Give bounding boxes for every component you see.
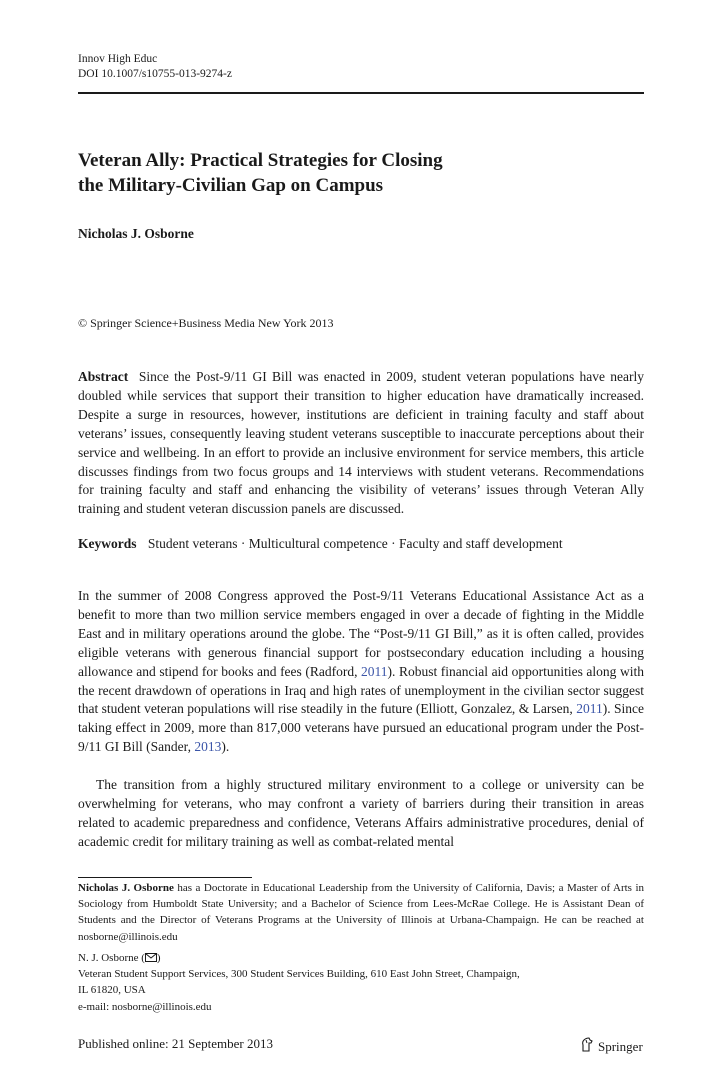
copyright-line	[78, 316, 334, 331]
header-rule	[78, 92, 644, 94]
p1-text-a: In the summer of 2008 Congress approved the Post-9/11 Veterans Educational Assistance Act as a benefit to more than two million service members engaged in over a decade of fighting in the Middle East and in military operations around the globe. The “Post-9/11 GI Bill,” as it is often called, provides eligible veterans with generous financial support for postsecondary education including a housing allowance and stipend for books and fees (Radford,	[78, 588, 644, 679]
abstract	[78, 368, 644, 519]
keywords-text: Student veterans · Multicultural competence · Faculty and staff development	[147, 536, 563, 551]
author-name: Nicholas J. Osborne	[78, 226, 194, 241]
address-name-end: )	[156, 952, 161, 964]
doi: DOI 10.1007/s10755-013-9274-z	[78, 68, 232, 80]
copyright-icon: ©	[78, 316, 88, 330]
keywords-label: Keywords	[78, 536, 137, 551]
published-date: Published online: 21 September 2013	[78, 1036, 273, 1051]
journal-name: Innov High Educ	[78, 53, 158, 65]
body-paragraph-1	[78, 587, 644, 757]
title-line-1: Veteran Ally: Practical Strategies for Closing	[78, 150, 443, 171]
springer-horse-icon	[580, 1037, 594, 1056]
copyright-text: Springer Science+Business Media New York 2013	[90, 316, 334, 330]
body-paragraph-2: The transition from a highly structured military environment to a college or university can be overwhelming for veterans, who may confront a variety of barriers during their transition in areas related to academic preparedness and confidence, Veterans Affairs administrative procedures, denial of academic credit for military training as well as combat-related mental	[78, 777, 644, 849]
abstract-text: Since the Post-9/11 GI Bill was enacted in 2009, student veteran populations have nearly doubled while services that support their transition to higher education have dramatically increased. Despite a surge in resources, however, institutions are deficient in training faculty and staff about veterans’ issues, consequently leaving student veterans susceptible to inaccurate perceptions about their service and wellbeing. In an effort to provide an inclusive environment for service members, this article discusses findings from two focus groups and 14 interviews with student veterans. Recommendations for training faculty and staff and enhancing the visibility of veterans’ issues through Veteran Ally training and student veteran discussion panels are discussed.	[78, 369, 645, 517]
p1-text-c: ). Since taking effect in 2009, more than 817,000 veterans have pursued an educational program under the Post-9/11 GI Bill (Sander,	[78, 701, 644, 755]
correspondence-address	[78, 950, 520, 1015]
p1-text-d: ).	[221, 739, 230, 755]
address-name-line	[78, 950, 520, 966]
title-line-2: the Military-Civilian Gap on Campus	[78, 175, 384, 196]
article-title	[78, 148, 598, 198]
address-name: N. J. Osborne (	[78, 952, 145, 964]
p1-text-b: ). Robust financial aid opportunities along with the recent drawdown of operations in Iraq and high rates of unemployment in the civilian sector suggest that student veteran populations will rise steadily in the future (Elliott, Gonzalez, & Larsen,	[78, 663, 644, 717]
publisher-logo	[580, 1037, 643, 1056]
publisher-name: Springer	[598, 1038, 643, 1054]
envelope-icon	[145, 952, 157, 964]
author-bio-footnote	[78, 880, 644, 945]
keywords	[78, 536, 563, 552]
address-email: e-mail: nosborne@illinois.edu	[78, 1000, 212, 1013]
address-line-2: IL 61820, USA	[78, 984, 146, 997]
abstract-label: Abstract	[78, 369, 129, 384]
bio-name: Nicholas J. Osborne	[78, 882, 174, 894]
footnote-rule	[78, 877, 252, 878]
bio-text: has a Doctorate in Educational Leadership from the University of California, Davis; a Master of Arts in Sociology from Humboldt State University; and a Bachelor of Science from Lees-McRae College. He is Assistant Dean of Students and the Director of Veterans Programs at the University of Illinois at Urbana-Champaign. He can be reached at nosborne@illinois.edu	[78, 882, 645, 943]
address-line-1: Veteran Student Support Services, 300 Student Services Building, 610 East John Street, Champaign,	[78, 968, 520, 981]
citation-link[interactable]: 2011	[576, 701, 603, 717]
citation-link[interactable]: 2013	[194, 739, 222, 755]
citation-link[interactable]: 2011	[361, 663, 388, 679]
